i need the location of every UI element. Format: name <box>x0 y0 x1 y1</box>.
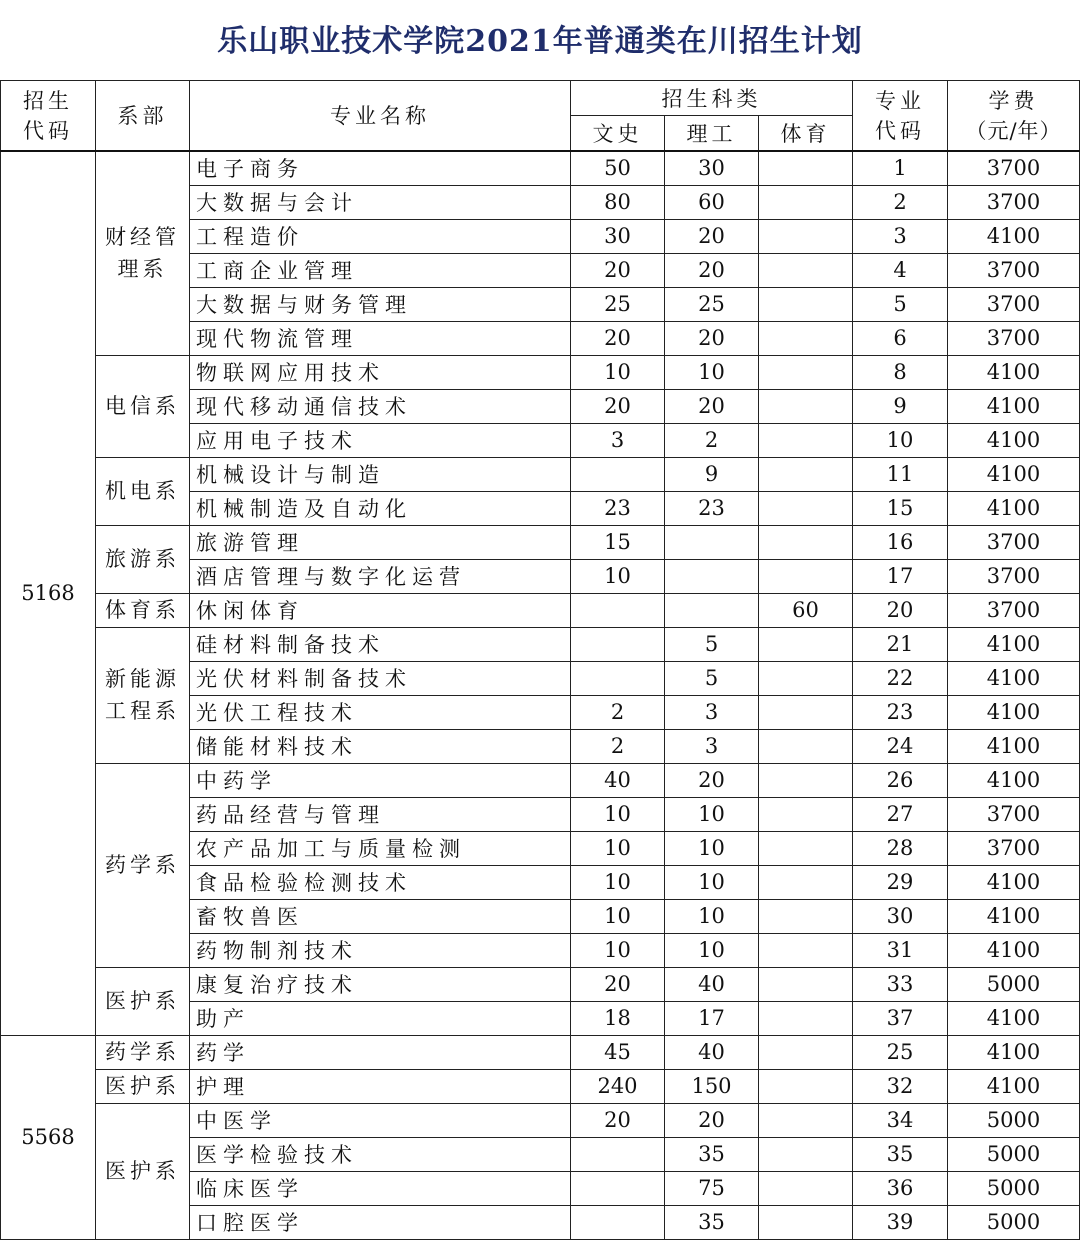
header-major-code-line1: 专业 <box>875 89 926 114</box>
ligong-count-cell <box>665 593 759 627</box>
tuition-cell: 5000 <box>948 1103 1080 1137</box>
tiyu-count-cell <box>759 151 853 186</box>
header-wenshi: 文史 <box>571 116 665 151</box>
department-name-line: 财经管 <box>105 225 180 249</box>
tiyu-count-cell <box>759 457 853 491</box>
ligong-count-cell <box>665 559 759 593</box>
ligong-count-cell: 150 <box>665 1069 759 1103</box>
ligong-count-cell: 35 <box>665 1137 759 1171</box>
wenshi-count-cell: 10 <box>571 831 665 865</box>
table-row <box>1 1035 1080 1069</box>
ligong-count-cell: 40 <box>665 967 759 1001</box>
major-code-cell: 25 <box>853 1035 948 1069</box>
tiyu-count-cell <box>759 185 853 219</box>
table-body <box>1 151 1080 1240</box>
major-name-cell: 助产 <box>190 1001 571 1035</box>
major-code-cell: 3 <box>853 219 948 253</box>
ligong-count-cell: 5 <box>665 661 759 695</box>
wenshi-count-cell: 10 <box>571 899 665 933</box>
ligong-count-cell: 10 <box>665 797 759 831</box>
major-name-cell: 旅游管理 <box>190 525 571 559</box>
tuition-cell: 4100 <box>948 899 1080 933</box>
tuition-cell: 3700 <box>948 797 1080 831</box>
major-code-cell: 33 <box>853 967 948 1001</box>
header-enroll-code-line1: 招生 <box>23 89 73 114</box>
tuition-cell: 5000 <box>948 1205 1080 1239</box>
header-tiyu: 体育 <box>759 116 853 151</box>
table-row <box>1 967 1080 1001</box>
major-name-cell: 口腔医学 <box>190 1205 571 1239</box>
table-row <box>1 151 1080 186</box>
department-name-line: 药学系 <box>105 853 180 877</box>
table-header <box>1 81 1080 151</box>
tuition-cell: 3700 <box>948 287 1080 321</box>
tiyu-count-cell <box>759 253 853 287</box>
major-name-cell: 医学检验技术 <box>190 1137 571 1171</box>
wenshi-count-cell: 20 <box>571 1103 665 1137</box>
ligong-count-cell: 2 <box>665 423 759 457</box>
wenshi-count-cell: 23 <box>571 491 665 525</box>
header-tuition <box>948 81 1080 151</box>
tiyu-count-cell <box>759 831 853 865</box>
wenshi-count-cell: 240 <box>571 1069 665 1103</box>
wenshi-count-cell: 40 <box>571 763 665 797</box>
ligong-count-cell: 10 <box>665 899 759 933</box>
wenshi-count-cell: 20 <box>571 389 665 423</box>
tiyu-count-cell <box>759 1103 853 1137</box>
major-name-cell: 临床医学 <box>190 1171 571 1205</box>
major-name-cell: 中医学 <box>190 1103 571 1137</box>
ligong-count-cell: 40 <box>665 1035 759 1069</box>
tuition-cell: 3700 <box>948 593 1080 627</box>
header-tuition-line2: （元/年） <box>965 119 1062 144</box>
tiyu-count-cell <box>759 1069 853 1103</box>
tiyu-count-cell <box>759 865 853 899</box>
major-code-cell: 21 <box>853 627 948 661</box>
tiyu-count-cell <box>759 1137 853 1171</box>
ligong-count-cell: 20 <box>665 1103 759 1137</box>
tiyu-count-cell <box>759 661 853 695</box>
wenshi-count-cell: 50 <box>571 151 665 186</box>
tuition-cell: 3700 <box>948 185 1080 219</box>
ligong-count-cell: 60 <box>665 185 759 219</box>
tuition-cell: 4100 <box>948 423 1080 457</box>
tiyu-count-cell <box>759 423 853 457</box>
major-name-cell: 物联网应用技术 <box>190 355 571 389</box>
department-cell <box>96 355 190 457</box>
wenshi-count-cell <box>571 1137 665 1171</box>
department-cell <box>96 525 190 593</box>
tuition-cell: 4100 <box>948 491 1080 525</box>
department-cell <box>96 593 190 627</box>
wenshi-count-cell: 10 <box>571 865 665 899</box>
tiyu-count-cell <box>759 1035 853 1069</box>
tuition-cell: 4100 <box>948 933 1080 967</box>
ligong-count-cell: 9 <box>665 457 759 491</box>
major-code-cell: 8 <box>853 355 948 389</box>
ligong-count-cell: 10 <box>665 831 759 865</box>
department-name-line: 医护系 <box>105 1074 180 1098</box>
major-code-cell: 16 <box>853 525 948 559</box>
department-cell <box>96 967 190 1035</box>
department-cell <box>96 1069 190 1103</box>
tuition-cell: 4100 <box>948 627 1080 661</box>
enroll-code-cell: 5168 <box>1 151 96 1036</box>
major-code-cell: 15 <box>853 491 948 525</box>
ligong-count-cell: 20 <box>665 763 759 797</box>
major-name-cell: 机械设计与制造 <box>190 457 571 491</box>
tiyu-count-cell <box>759 729 853 763</box>
department-name-line: 理系 <box>117 257 168 281</box>
wenshi-count-cell: 15 <box>571 525 665 559</box>
wenshi-count-cell: 30 <box>571 219 665 253</box>
tiyu-count-cell <box>759 797 853 831</box>
tuition-cell: 3700 <box>948 525 1080 559</box>
major-code-cell: 34 <box>853 1103 948 1137</box>
major-code-cell: 32 <box>853 1069 948 1103</box>
tiyu-count-cell <box>759 967 853 1001</box>
wenshi-count-cell <box>571 661 665 695</box>
header-department: 系部 <box>96 81 190 151</box>
tiyu-count-cell <box>759 355 853 389</box>
table-row <box>1 763 1080 797</box>
ligong-count-cell: 20 <box>665 389 759 423</box>
tuition-cell: 4100 <box>948 219 1080 253</box>
wenshi-count-cell: 80 <box>571 185 665 219</box>
major-code-cell: 35 <box>853 1137 948 1171</box>
table-row <box>1 525 1080 559</box>
major-code-cell: 10 <box>853 423 948 457</box>
enroll-code-cell: 5568 <box>1 1035 96 1239</box>
wenshi-count-cell <box>571 1171 665 1205</box>
tiyu-count-cell <box>759 1205 853 1239</box>
wenshi-count-cell: 18 <box>571 1001 665 1035</box>
tuition-cell: 3700 <box>948 831 1080 865</box>
department-cell <box>96 1035 190 1069</box>
major-name-cell: 光伏工程技术 <box>190 695 571 729</box>
page-title: 乐山职业技术学院2021年普通类在川招生计划 <box>217 24 863 59</box>
tuition-cell: 4100 <box>948 763 1080 797</box>
major-name-cell: 休闲体育 <box>190 593 571 627</box>
tiyu-count-cell <box>759 695 853 729</box>
major-code-cell: 2 <box>853 185 948 219</box>
major-name-cell: 储能材料技术 <box>190 729 571 763</box>
department-cell <box>96 151 190 356</box>
enrollment-plan-table <box>0 80 1080 1240</box>
major-name-cell: 药品经营与管理 <box>190 797 571 831</box>
major-name-cell: 食品检验检测技术 <box>190 865 571 899</box>
header-major-code-line2: 代码 <box>875 119 926 144</box>
tuition-cell: 4100 <box>948 1001 1080 1035</box>
tuition-cell: 4100 <box>948 695 1080 729</box>
major-name-cell: 机械制造及自动化 <box>190 491 571 525</box>
major-name-cell: 工程造价 <box>190 219 571 253</box>
department-name-line: 医护系 <box>105 989 180 1013</box>
department-cell <box>96 1103 190 1239</box>
ligong-count-cell: 3 <box>665 729 759 763</box>
tuition-cell: 4100 <box>948 661 1080 695</box>
department-name-line: 机电系 <box>105 479 180 503</box>
ligong-count-cell: 35 <box>665 1205 759 1239</box>
major-code-cell: 5 <box>853 287 948 321</box>
wenshi-count-cell <box>571 457 665 491</box>
major-code-cell: 30 <box>853 899 948 933</box>
major-code-cell: 4 <box>853 253 948 287</box>
tuition-cell: 3700 <box>948 151 1080 186</box>
tuition-cell: 4100 <box>948 389 1080 423</box>
ligong-count-cell: 10 <box>665 355 759 389</box>
major-code-cell: 37 <box>853 1001 948 1035</box>
major-code-cell: 28 <box>853 831 948 865</box>
major-code-cell: 39 <box>853 1205 948 1239</box>
department-cell <box>96 457 190 525</box>
wenshi-count-cell: 10 <box>571 797 665 831</box>
major-name-cell: 应用电子技术 <box>190 423 571 457</box>
department-cell <box>96 627 190 763</box>
wenshi-count-cell: 2 <box>571 729 665 763</box>
table-row <box>1 1103 1080 1137</box>
wenshi-count-cell: 3 <box>571 423 665 457</box>
major-code-cell: 22 <box>853 661 948 695</box>
wenshi-count-cell <box>571 1205 665 1239</box>
major-name-cell: 畜牧兽医 <box>190 899 571 933</box>
major-name-cell: 现代移动通信技术 <box>190 389 571 423</box>
ligong-count-cell: 75 <box>665 1171 759 1205</box>
major-name-cell: 康复治疗技术 <box>190 967 571 1001</box>
ligong-count-cell: 25 <box>665 287 759 321</box>
tiyu-count-cell <box>759 491 853 525</box>
major-code-cell: 11 <box>853 457 948 491</box>
tuition-cell: 4100 <box>948 865 1080 899</box>
wenshi-count-cell: 20 <box>571 321 665 355</box>
major-name-cell: 大数据与会计 <box>190 185 571 219</box>
major-code-cell: 1 <box>853 151 948 186</box>
tiyu-count-cell <box>759 933 853 967</box>
major-code-cell: 20 <box>853 593 948 627</box>
tuition-cell: 4100 <box>948 355 1080 389</box>
tiyu-count-cell <box>759 321 853 355</box>
major-code-cell: 27 <box>853 797 948 831</box>
tuition-cell: 5000 <box>948 1171 1080 1205</box>
department-name-line: 体育系 <box>105 598 180 622</box>
department-name-line: 电信系 <box>105 394 180 418</box>
header-enroll-code <box>1 81 96 151</box>
major-code-cell: 23 <box>853 695 948 729</box>
header-major-name: 专业名称 <box>190 81 571 151</box>
ligong-count-cell: 5 <box>665 627 759 661</box>
major-code-cell: 17 <box>853 559 948 593</box>
tuition-cell: 3700 <box>948 253 1080 287</box>
table-row <box>1 1069 1080 1103</box>
department-name-line: 工程系 <box>105 699 180 723</box>
tiyu-count-cell <box>759 627 853 661</box>
wenshi-count-cell: 20 <box>571 253 665 287</box>
wenshi-count-cell <box>571 627 665 661</box>
ligong-count-cell: 17 <box>665 1001 759 1035</box>
wenshi-count-cell: 2 <box>571 695 665 729</box>
wenshi-count-cell: 20 <box>571 967 665 1001</box>
header-ligong: 理工 <box>665 116 759 151</box>
table-row <box>1 355 1080 389</box>
tiyu-count-cell <box>759 899 853 933</box>
department-cell <box>96 763 190 967</box>
tuition-cell: 5000 <box>948 1137 1080 1171</box>
tuition-cell: 5000 <box>948 967 1080 1001</box>
major-name-cell: 硅材料制备技术 <box>190 627 571 661</box>
major-name-cell: 电子商务 <box>190 151 571 186</box>
major-code-cell: 26 <box>853 763 948 797</box>
header-enroll-code-line2: 代码 <box>23 119 73 144</box>
major-code-cell: 36 <box>853 1171 948 1205</box>
tiyu-count-cell <box>759 1001 853 1035</box>
major-name-cell: 农产品加工与质量检测 <box>190 831 571 865</box>
tuition-cell: 4100 <box>948 729 1080 763</box>
ligong-count-cell: 10 <box>665 865 759 899</box>
wenshi-count-cell: 45 <box>571 1035 665 1069</box>
tuition-cell: 3700 <box>948 321 1080 355</box>
wenshi-count-cell: 10 <box>571 559 665 593</box>
ligong-count-cell <box>665 525 759 559</box>
major-code-cell: 31 <box>853 933 948 967</box>
major-code-cell: 29 <box>853 865 948 899</box>
tuition-cell: 4100 <box>948 1069 1080 1103</box>
tiyu-count-cell <box>759 287 853 321</box>
tiyu-count-cell <box>759 219 853 253</box>
header-tuition-line1: 学费 <box>988 89 1039 114</box>
ligong-count-cell: 10 <box>665 933 759 967</box>
major-name-cell: 药物制剂技术 <box>190 933 571 967</box>
department-name-line: 旅游系 <box>105 547 180 571</box>
major-code-cell: 24 <box>853 729 948 763</box>
wenshi-count-cell: 10 <box>571 933 665 967</box>
major-name-cell: 药学 <box>190 1035 571 1069</box>
major-code-cell: 9 <box>853 389 948 423</box>
wenshi-count-cell: 10 <box>571 355 665 389</box>
department-name-line: 新能源 <box>105 667 180 691</box>
department-name-line: 医护系 <box>105 1159 180 1183</box>
major-code-cell: 6 <box>853 321 948 355</box>
ligong-count-cell: 20 <box>665 253 759 287</box>
header-major-code <box>853 81 948 151</box>
table-row <box>1 593 1080 627</box>
major-name-cell: 大数据与财务管理 <box>190 287 571 321</box>
ligong-count-cell: 20 <box>665 219 759 253</box>
department-name-line: 药学系 <box>105 1040 180 1064</box>
ligong-count-cell: 23 <box>665 491 759 525</box>
major-name-cell: 酒店管理与数字化运营 <box>190 559 571 593</box>
wenshi-count-cell <box>571 593 665 627</box>
header-category: 招生科类 <box>571 81 853 116</box>
tuition-cell: 4100 <box>948 1035 1080 1069</box>
tiyu-count-cell <box>759 763 853 797</box>
ligong-count-cell: 20 <box>665 321 759 355</box>
tiyu-count-cell <box>759 525 853 559</box>
major-name-cell: 护理 <box>190 1069 571 1103</box>
ligong-count-cell: 30 <box>665 151 759 186</box>
table-row <box>1 457 1080 491</box>
major-name-cell: 工商企业管理 <box>190 253 571 287</box>
major-name-cell: 现代物流管理 <box>190 321 571 355</box>
ligong-count-cell: 3 <box>665 695 759 729</box>
wenshi-count-cell: 25 <box>571 287 665 321</box>
tiyu-count-cell <box>759 559 853 593</box>
tuition-cell: 3700 <box>948 559 1080 593</box>
tiyu-count-cell <box>759 1171 853 1205</box>
tuition-cell: 4100 <box>948 457 1080 491</box>
tiyu-count-cell <box>759 389 853 423</box>
major-name-cell: 中药学 <box>190 763 571 797</box>
major-name-cell: 光伏材料制备技术 <box>190 661 571 695</box>
tiyu-count-cell: 60 <box>759 593 853 627</box>
table-row <box>1 627 1080 661</box>
